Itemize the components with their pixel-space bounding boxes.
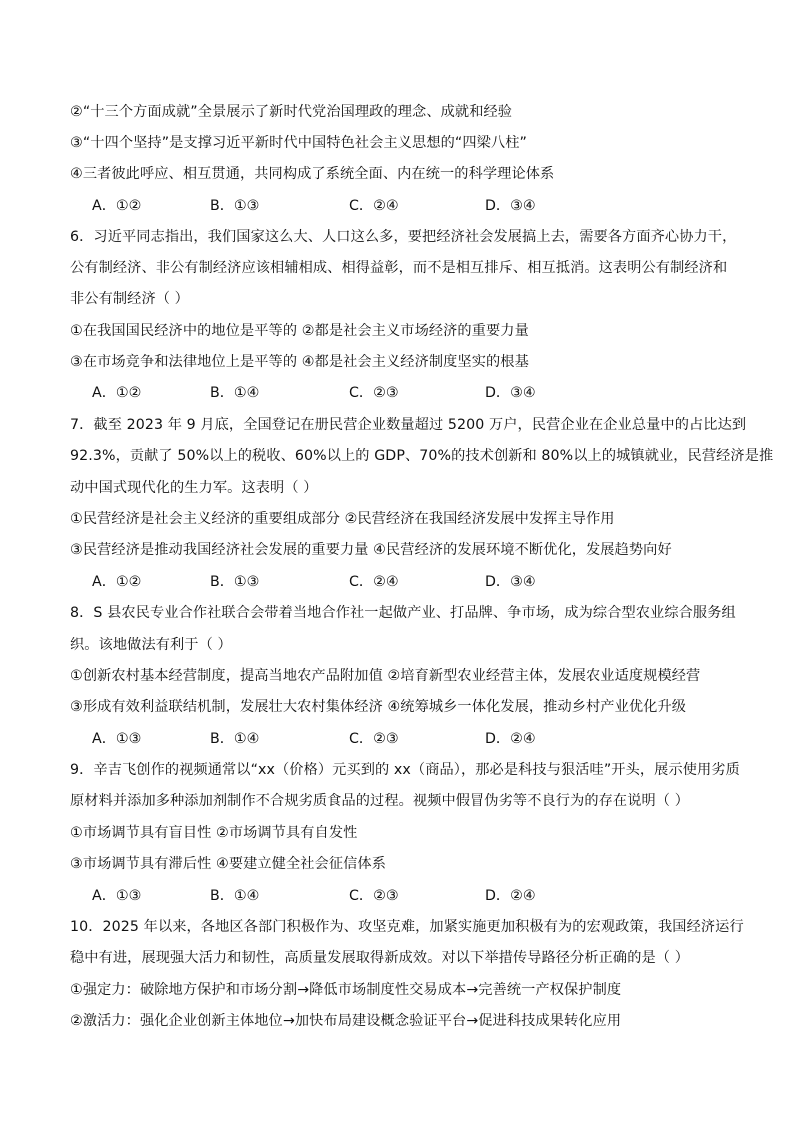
option-line: ③形成有效利益联结机制，发展壮大农村集体经济 ④统筹城乡一体化发展，推动乡村产业优化升级: [70, 699, 687, 715]
option-line: ③“十四个坚持”是支撑习近平新时代中国特色社会主义思想的“四梁八柱”: [70, 135, 527, 151]
question-6-stem: 公有制经济、非公有制经济应该相辅相成、相得益彰，而不是相互排斥、相互抵消。这表明公有制经济和: [70, 260, 728, 276]
question-10-stem: 稳中有进，展现强大活力和韧性，高质量发展取得新成效。对以下举措传导路径分析正确的是（ ）: [70, 950, 689, 966]
choice-c[interactable]: C．②④: [349, 574, 399, 590]
choice-d[interactable]: D．③④: [485, 385, 536, 401]
option-line: ①民营经济是社会主义经济的重要组成部分 ②民营经济在我国经济发展中发挥主导作用: [70, 511, 615, 527]
choice-a[interactable]: A．①②: [92, 574, 142, 590]
choice-b[interactable]: B．①④: [210, 385, 260, 401]
question-8-stem: 织。该地做法有利于（ ）: [70, 637, 232, 653]
choice-a[interactable]: A．①②: [92, 385, 142, 401]
question-7-stem: 92.3%，贡献了 50%以上的税收、60%以上的 GDP、70%的技术创新和 80%以上的城镇就业，民营经济是推: [70, 448, 774, 464]
choice-c[interactable]: C．②③: [349, 385, 399, 401]
choice-c[interactable]: C．②③: [349, 731, 399, 747]
choice-b[interactable]: B．①③: [210, 574, 260, 590]
option-line: ②激活力：强化企业创新主体地位→加快布局建设概念验证平台→促进科技成果转化应用: [70, 1013, 622, 1029]
choice-d[interactable]: D．②④: [485, 731, 536, 747]
choice-d[interactable]: D．③④: [485, 198, 536, 214]
option-line: ③市场调节具有滞后性 ④要建立健全社会征信体系: [70, 856, 386, 872]
choice-c[interactable]: C．②③: [349, 888, 399, 904]
choice-b[interactable]: B．①④: [210, 731, 260, 747]
question-8-stem: 8．S 县农民专业合作社联合会带着当地合作社一起做产业、打品牌、争市场，成为综合型农业综合服务组: [70, 605, 736, 621]
choice-c[interactable]: C．②④: [349, 198, 399, 214]
option-line: ③民营经济是推动我国经济社会发展的重要力量 ④民营经济的发展环境不断优化，发展趋势向好: [70, 542, 672, 558]
question-6-stem: 非公有制经济（ ）: [70, 291, 189, 307]
option-line: ③在市场竞争和法律地位上是平等的 ④都是社会主义经济制度坚实的根基: [70, 354, 529, 370]
question-9-stem: 9．辛吉飞创作的视频通常以“xx（价格）元买到的 xx（商品），那必是科技与狠活哇”开头，展示使用劣质: [70, 762, 740, 778]
choice-d[interactable]: D．②④: [485, 888, 536, 904]
choice-a[interactable]: A．①③: [92, 888, 142, 904]
choice-d[interactable]: D．③④: [485, 574, 536, 590]
option-line: ①创新农村基本经营制度，提高当地农产品附加值 ②培育新型农业经营主体，发展农业适度规模经营: [70, 668, 701, 684]
option-line: ①强定力：破除地方保护和市场分割→降低市场制度性交易成本→完善统一产权保护制度: [70, 982, 622, 998]
question-10-stem: 10．2025 年以来，各地区各部门积极作为、攻坚克难，加紧实施更加积极有为的宏观政策，我国经济运行: [70, 919, 744, 935]
question-9-stem: 原材料并添加多种添加剂制作不合规劣质食品的过程。视频中假冒伪劣等不良行为的存在说明（ ）: [70, 793, 689, 809]
option-line: ④三者彼此呼应、相互贯通，共同构成了系统全面、内在统一的科学理论体系: [70, 166, 555, 182]
choice-b[interactable]: B．①④: [210, 888, 260, 904]
choice-a[interactable]: A．①②: [92, 198, 142, 214]
choice-b[interactable]: B．①③: [210, 198, 260, 214]
question-6-stem: 6．习近平同志指出，我们国家这么大、人口这么多，要把经济社会发展搞上去，需要各方面齐心协力干，: [70, 229, 737, 245]
question-7-stem: 7．截至 2023 年 9 月底，全国登记在册民营企业数量超过 5200 万户，民营企业在企业总量中的占比达到: [70, 417, 747, 433]
question-7-stem: 动中国式现代化的生力军。这表明（ ）: [70, 480, 318, 496]
choice-a[interactable]: A．①③: [92, 731, 142, 747]
option-line: ①市场调节具有盲目性 ②市场调节具有自发性: [70, 825, 358, 841]
option-line: ①在我国国民经济中的地位是平等的 ②都是社会主义市场经济的重要力量: [70, 323, 529, 339]
option-line: ②“十三个方面成就”全景展示了新时代党治国理政的理念、成就和经验: [70, 104, 513, 120]
